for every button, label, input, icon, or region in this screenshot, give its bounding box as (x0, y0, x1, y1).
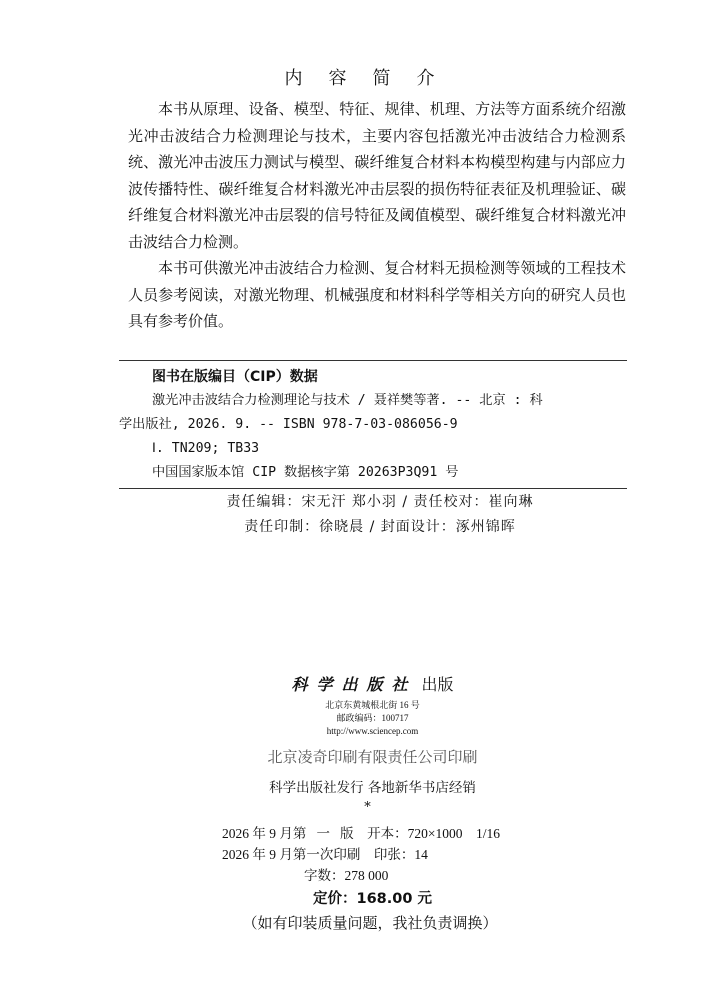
cip-heading: 图书在版编目（CIP）数据 (152, 369, 318, 385)
editors-block (0, 490, 720, 540)
publisher-address: 北京东黄城根北街 16 号 (325, 700, 420, 710)
cip-line-3: Ⅰ. TN209; TB33 (152, 441, 260, 456)
summary-paragraph-2: 本书可供激光冲击波结合力检测、复合材料无损检测等领域的工程技术人员参考阅读，对激光物理、机械强度和材料科学等相关方向的研究人员也具有参考价值。 (128, 259, 626, 330)
publisher-logo: 科学出版社 (291, 675, 417, 694)
page-title: 内容简介 (284, 68, 461, 89)
publisher-suffix: 出版 (421, 675, 454, 694)
distribution-line: 科学出版社发行 各地新华书店经销 (269, 780, 476, 796)
specs-line-1: 2026 年 9 月第 一 版 开本：720×1000 1/16 (222, 826, 500, 841)
cip-block (119, 365, 627, 485)
publisher-url: http://www.sciencep.com (326, 726, 419, 736)
cip-line-2: 学出版社, 2026. 9. -- ISBN 978-7-03-086056-9 (119, 417, 458, 432)
specs-block (222, 823, 500, 886)
publisher-block (0, 672, 720, 738)
specs-line-3: 字数：278 000 (304, 868, 389, 883)
specs-line-2: 2026 年 9 月第一次印刷 印张：14 (222, 847, 428, 862)
cip-line-1: 激光冲击波结合力检测理论与技术 / 聂祥樊等著. -- 北京 : 科 (152, 393, 543, 408)
star-separator: * (364, 800, 371, 815)
publisher-postcode: 邮政编码：100717 (336, 713, 409, 723)
cip-line-4: 中国国家版本馆 CIP 数据核字第 20263P3Q91 号 (152, 465, 459, 480)
printer-line: 北京凌奇印刷有限责任公司印刷 (267, 748, 478, 766)
editors-line-2: 责任印制：徐晓晨 / 封面设计：涿州锦晖 (244, 519, 516, 535)
publisher-name (0, 672, 720, 695)
price: 定价：168.00 元 (312, 891, 432, 907)
editors-line-1: 责任编辑：宋无汗 郑小羽 / 责任校对：崔向琳 (226, 494, 534, 510)
summary-text (128, 96, 626, 335)
cip-top-rule (119, 360, 627, 361)
cip-bottom-rule (119, 488, 627, 489)
quality-note: （如有印装质量问题，我社负责调换） (242, 914, 498, 932)
summary-paragraph-1: 本书从原理、设备、模型、特征、规律、机理、方法等方面系统介绍激光冲击波结合力检测理论与技术，主要内容包括激光冲击波结合力检测系统、激光冲击波压力测试与模型、碳纤维复合材料本构模型构建与内部应力波传播特性、碳纤维复合材料激光冲击层裂的损伤特征表征及机理验证、碳纤维复合材料激光冲击层裂的信号特征及阈值模型、碳纤维复合材料激光冲击波结合力检测。 (128, 100, 626, 251)
